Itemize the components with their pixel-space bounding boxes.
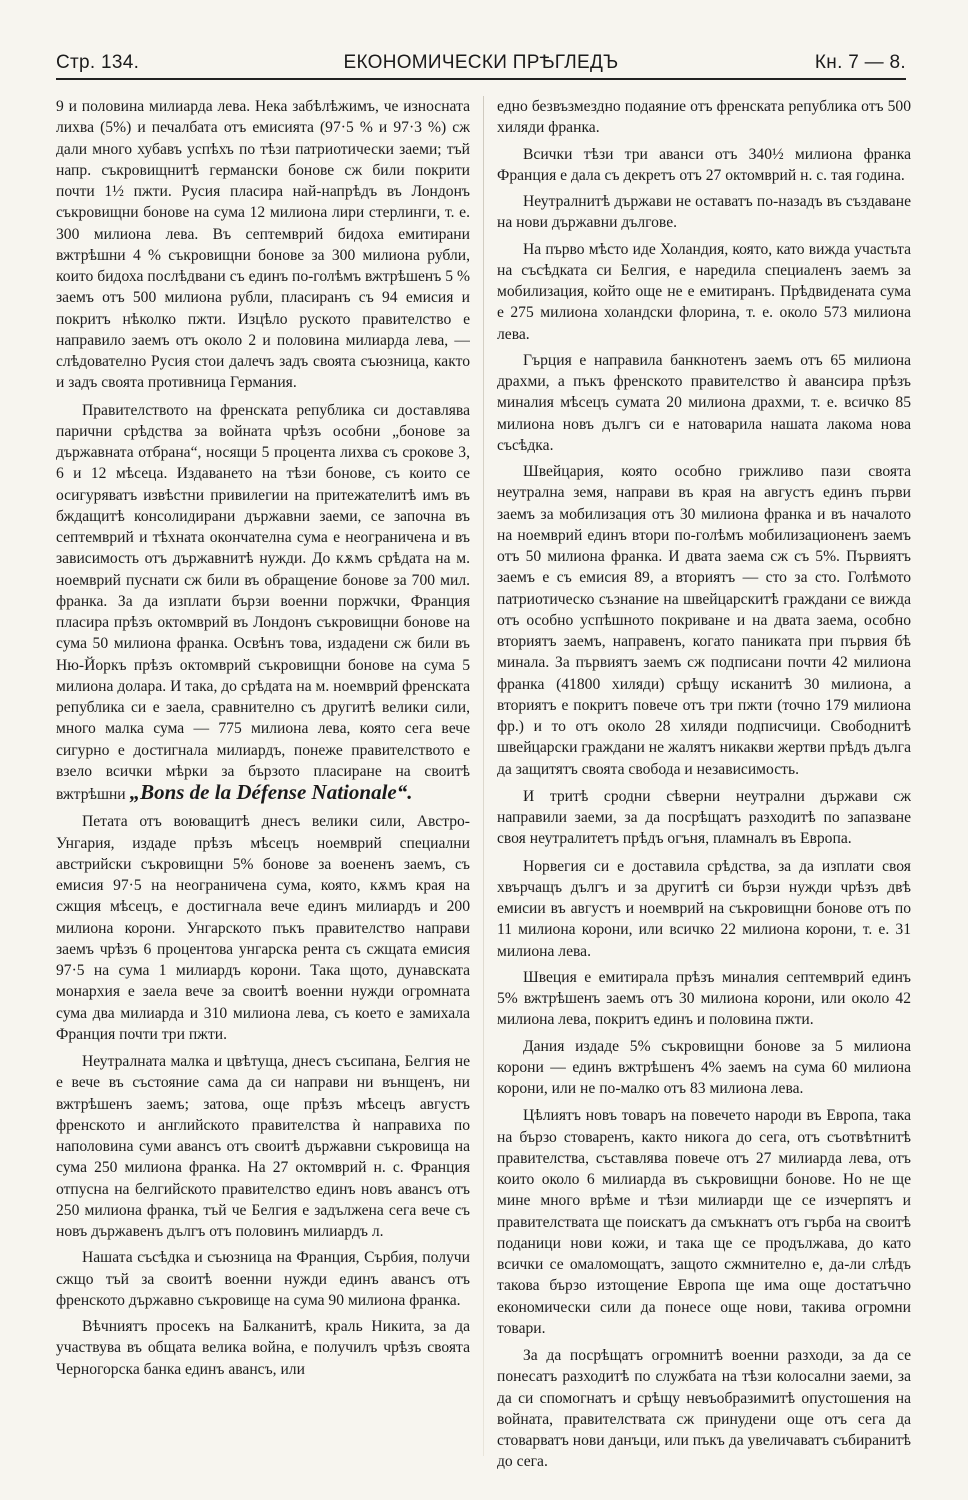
- paragraph: Неутралната малка и цвѣтуща, днесъ съсипана, Белгия не е вече въ състояние сама да си направи ни вънщенъ, ни вжтрѣшенъ заемъ; затова, още прѣзъ мѣсецъ августъ френското и английското правителства ѝ направиха по наполовина суми авансъ отъ своитѣ държавни съкровища на сума 250 милиона франка. На 27 октомврий н. с. Франция отпусна на белгийското правителство единъ новъ авансъ отъ 250 милиона франка, тъй че Белгия е задължена сега вече съ новъ държавенъ дългъ отъ половинъ милиардъ л.: [56, 1053, 470, 1240]
- paragraph: Гърция е направила банкнотенъ заемъ отъ 65 милиона драхми, а пъкъ френското правителство ѝ авансира прѣзъ миналия мѣсецъ сумата 20 милиона драхми, т. е. всичко 85 милиона новъ дългъ си е натоварила нашата лакома нова съсѣдка.: [497, 351, 911, 454]
- paragraph: Цѣлиятъ новъ товаръ на повечето народи въ Европа, така на бързо стоваренъ, както никога до сега, отъ съотвѣтнитѣ правителства, съставлява повече отъ 27 милиарда лева, отъ които около 6 милиарда въ съкровищни бонове. Но не ще мине много врѣме и тѣзи милиарди ще се изчерпятъ и правителствата ще поискатъ да смъкнатъ отъ гърба на своитѣ поданици нови кожи, и така ще се продължава, до като всички се омаломощатъ, защото сжмнително е, да-ли слѣдъ такова бързо изтощение Европа ще има още достатъчно економически сили да понесе още нови, такива огромни товари.: [497, 1107, 911, 1337]
- paragraph: Швейцария, която особно грижливо пази своята неутрална земя, направи въ края на августъ единъ първи заемъ за мобилизация отъ 30 милиона франка и въ началото на ноемврий единъ втори по-голѣмъ мобилизационенъ заемъ отъ 50 милиона франка. И двата заема сж съ 5%. Първиятъ заемъ е съ емисия 89, а вториятъ — сто за сто. Голѣмото патриотическо съзнание на швейцарскитѣ граждани се вижда отъ особно успѣшното покриване и на двата заема, особно вториятъ заемъ, направенъ, когато паниката при първия бѣ минала. За първиятъ заемъ сж подписани почти 42 милиона франка (41800 хиляди) срѣщу исканитѣ 30 милиона, а вториятъ е покритъ повече отъ три пжти (точно 179 милиона фр.) и то отъ около 28 хиляди подписчици. Свободнитѣ швейцарски граждани не жалятъ никакви жертви прѣдъ дълга да защитятъ своята свобода и независимость.: [497, 463, 911, 778]
- paragraph: Всички тѣзи три аванси отъ 340½ милиона франка Франция е дала съ декретъ отъ 27 октомврий н. с. тая година.: [497, 145, 911, 184]
- paragraph: Неутралнитѣ държави не оставатъ по-назадъ въ създаване на нови държавни дългове.: [497, 193, 911, 232]
- paragraph: Норвегия си е доставила срѣдства, за да изплати своя хвърчащъ дългъ и за другитѣ си бързи нужди чрѣзъ двѣ емисии въ августъ и ноемврий на съкровищни бонове отъ по 11 милиона корони, или всичко 22 милиона корони, т. е. 31 милиона лева.: [497, 857, 911, 960]
- paragraph: Петата отъ воюващитѣ днесъ велики сили, Австро-Унгария, издаде прѣзъ мѣсецъ ноемврий специални австрийски съкровищни 5% бонове за воененъ заемъ, съ емисия 97·5 на неограничена сума, която, кѫмъ края на сжщия мѣсецъ, е достигнала вече единъ милиардъ и 200 милиона корони. Унгарското пъкъ правителство направи заемъ чрѣзъ 6 процентова унгарска рента съ сжщата емисия 97·5 на сума 1 милиардъ корони. Така щото, дунавската монархия е заела вече за своитѣ военни нужди огромната сума два милиарда и 310 милиона лева, съ което е замихала Франция почти три пжти.: [56, 813, 470, 1043]
- paragraph: Вѣчниятъ просекъ на Балканитѣ, краль Никита, за да участвува въ общата велика война, е получилъ чрѣзъ своята Черногорска банка единъ авансъ, или: [56, 1318, 470, 1378]
- paragraph: 9 и половина милиарда лева. Нека забѣлѣжимъ, че износната лихва (5%) и печалбата отъ емисията (97·5 % и 97·3 %) сж дали много хубавъ успѣхъ по тѣзи патриотически заеми; тъй напр. съкровищнитѣ германски бонове сж били покрити почти 1½ пжти. Русия пласира най-напрѣдъ въ Лондонъ съкровищни бонове на сума 12 милиона лири стерлинги, т. е. 300 милиона лева. Въ септемврий бидоха емитирани вжтрѣшни 4 % съкровищни бонове за 300 милиона рубли, които бидоха послѣдвани съ единъ по-голѣмъ вжтрѣшенъ 5 % заемъ отъ 500 милиона рубли, пласиранъ съ 94 емисия и покритъ нѣколко пжти. Изцѣло руското правителство е направило заемъ отъ около 2 и половина милиарда лева, — слѣдователно Русия стои далечъ задъ своята съюзница, както и задъ своята противница Германия.: [56, 98, 470, 392]
- paragraph: На първо мѣсто иде Холандия, която, като вижда участьта на съсѣдката си Белгия, е наредила специаленъ заемъ за мобилизация, който още не е емитиранъ. Прѣдвидената сума е 275 милиона холандски флорина, т. е. около 573 милиона лева.: [497, 240, 911, 343]
- paragraph-text: Правителството на френската република си доставлява парични срѣдства за войната чрѣзъ особни „бонове за държавната отбрана“, носящи 5 процента лихва съ срокове 3, 6 и 12 мѣсеца. Издаването на тѣзи бонове, съ които се осигуряватъ извѣстни привилегии на притежателитѣ имъ въ бждащитѣ консолидирани държавни заеми, се започна въ септемврий и тѣхната окончателна сума е неограничена и въ зависимость отъ държавнитѣ нужди. До кѫмъ срѣдата на м. ноемврий пуснати сж били въ обращение бонове за 700 мил. франка. За да изплати бързи военни поржчки, Франция пласира прѣзъ октомврий въ Лондонъ съкровищни бонове на сума 50 милиона франка. Освѣнъ това, издадени сж били въ Ню-Йоркъ прѣзъ октомврий съкровищни бонове на сума 5 милиона долара. И така, до срѣдата на м. ноемврий френската република си е заела, сравнително съ другитѣ велики сили, много малка сума — 775 милиона лева, която сега вече сигурно е достигнала милиардъ, понеже правителството е взело всички мѣрки за бързото пласиране на своитѣ вжтрѣшни: [56, 401, 470, 803]
- paragraph: И тритѣ сродни сѣверни неутрални държави сж направили заеми, за да посрѣщатъ разходитѣ по запазване своя неутралитетъ прѣдъ огъня, пламналъ въ Европа.: [497, 787, 911, 848]
- bons-title: „Bons de la Défense Nationale“.: [129, 780, 413, 804]
- page-header: [56, 48, 906, 80]
- right-column: [497, 96, 911, 1476]
- paragraph: [56, 400, 470, 806]
- paragraph: Дания издаде 5% съкровищни бонове за 5 милиона корони — единъ вжтрѣшенъ 4% заемъ на сума 60 милиона корони, или не по-малко отъ 83 милиона лева.: [497, 1037, 911, 1097]
- paragraph: Нашата съсѣдка и съюзница на Франция, Сърбия, получи сжщо тъй за своитѣ военни нужди единъ авансъ отъ френското държавно съкровище на сума 90 милиона франка.: [56, 1249, 470, 1309]
- left-column: [56, 96, 470, 1476]
- column-divider: [483, 96, 484, 1456]
- issue-number: Кн. 7 — 8.: [814, 52, 906, 73]
- paragraph: едно безвъзмездно подаяние отъ френската република отъ 500 хиляди франка.: [497, 98, 911, 137]
- page-number: Стр. 134.: [56, 52, 140, 73]
- journal-title: ЕКОНОМИЧЕСКИ ПРѢГЛЕДЪ: [343, 52, 619, 73]
- paragraph: За да посрѣщатъ огромнитѣ военни разходи, за да се понесатъ разходитѣ по службата на тѣзи колосални заеми, за да си спомогнатъ и срѣщу невъобразимитѣ опустошения на войната, правителствата сж принудени още отъ сега да стоварватъ нови данъци, или пъкъ да увеличаватъ събиранитѣ до сега.: [497, 1347, 911, 1471]
- paragraph: Швеция е емитирала прѣзъ миналия септемврий единъ 5% вжтрѣшенъ заемъ отъ 30 милиона корони, или около 42 милиона лева, покритъ единъ и половина пжти.: [497, 968, 911, 1029]
